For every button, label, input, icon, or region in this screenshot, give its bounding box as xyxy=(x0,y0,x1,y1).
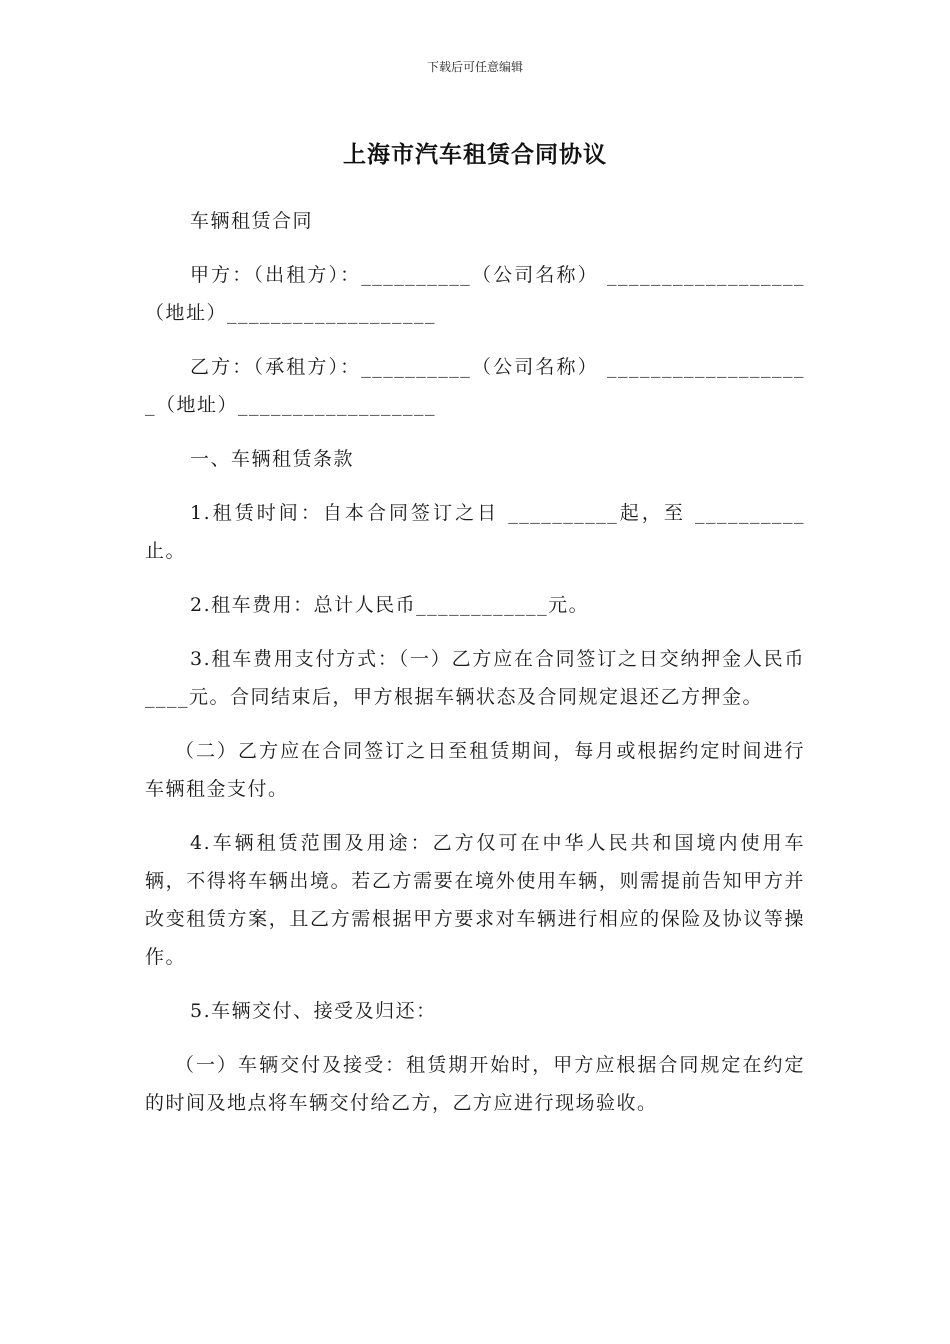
paragraph-party-a: 甲方：（出租方）：__________（公司名称） __________________（地址）___________________ xyxy=(145,264,805,324)
paragraph-clause-3-sub-2: （二）乙方应在合同签订之日至租赁期间，每月或根据约定时间进行车辆租金支付。 xyxy=(145,740,805,800)
paragraph-clause-5-sub-1: （一）车辆交付及接受：租赁期开始时，甲方应根据合同规定在约定的时间及地点将车辆交付给乙方，乙方应进行现场验收。 xyxy=(145,1054,805,1114)
paragraph-party-b: 乙方：（承租方）：__________（公司名称） ___________________（地址）__________________ xyxy=(145,356,805,416)
paragraph-clause-3: 3.租车费用支付方式：（一）乙方应在合同签订之日交纳押金人民币____元。合同结束后，甲方根据车辆状态及合同规定退还乙方押金。 xyxy=(145,648,805,708)
header-note: 下载后可任意编辑 xyxy=(426,60,523,74)
paragraph-clause-5: 5.车辆交付、接受及归还： xyxy=(190,1000,437,1022)
paragraph-section-one: 一、车辆租赁条款 xyxy=(190,448,355,470)
paragraph-clause-4: 4.车辆租赁范围及用途：乙方仅可在中华人民共和国境内使用车辆，不得将车辆出境。若乙方需要在境外使用车辆，则需提前告知甲方并改变租赁方案，且乙方需根据甲方要求对车辆进行相应的保险及协议等操作。 xyxy=(145,832,805,968)
paragraph-clause-2: 2.租车费用：总计人民币____________元。 xyxy=(190,594,590,616)
paragraph-clause-1: 1.租赁时间：自本合同签订之日 __________起，至 __________止。 xyxy=(145,502,805,562)
document-title: 上海市汽车租赁合同协议 xyxy=(343,142,607,168)
document-body xyxy=(145,202,805,1138)
paragraph-contract-heading: 车辆租赁合同 xyxy=(190,210,314,232)
